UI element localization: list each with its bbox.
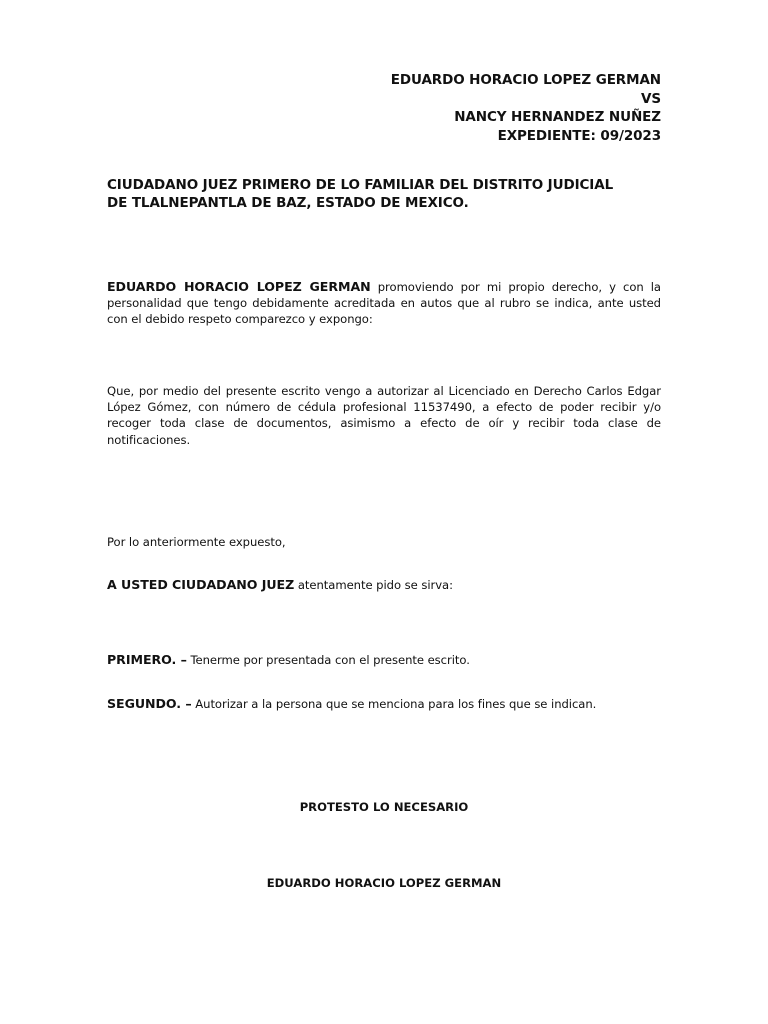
second-point-text: Autorizar a la persona que se menciona para los fines que se indican.	[191, 697, 597, 711]
case-caption	[391, 71, 661, 145]
first-point	[107, 652, 661, 668]
promoter-name: EDUARDO HORACIO LOPEZ GERMAN	[107, 279, 371, 294]
expuesto-line: Por lo anteriormente expuesto,	[107, 535, 286, 549]
versus-label: VS	[641, 90, 661, 107]
petition-text: atentamente pido se sirva:	[294, 578, 453, 592]
second-point-lead: SEGUNDO. –	[107, 696, 192, 711]
addressee-line-1: CIUDADANO JUEZ PRIMERO DE LO FAMILIAR DEL DISTRITO JUDICIAL	[107, 177, 614, 193]
signature-name: EDUARDO HORACIO LOPEZ GERMAN	[266, 876, 502, 890]
closing-statement: PROTESTO LO NECESARIO	[299, 800, 469, 814]
addressee-block	[107, 176, 667, 212]
first-point-lead: PRIMERO. –	[107, 652, 187, 667]
addressee-line-2: DE TLALNEPANTLA DE BAZ, ESTADO DE MEXICO.	[107, 195, 469, 211]
authorization-paragraph: Que, por medio del presente escrito vengo a autorizar al Licenciado en Derecho Carlos Edgar López Gómez, con número de cédula profesional 11537490, a efecto de poder recibir y/o recoger toda clase de documentos, asimismo a efecto de oír y recibir toda clase de notificaciones.	[107, 384, 661, 447]
petition-lead: A USTED CIUDADANO JUEZ	[107, 577, 295, 592]
second-point	[107, 696, 661, 712]
defendant-name: NANCY HERNANDEZ NUÑEZ	[454, 109, 661, 125]
first-point-text: Tenerme por presentada con el presente escrito.	[186, 653, 470, 667]
petition-line	[107, 577, 661, 593]
intro-paragraph	[107, 279, 661, 328]
plaintiff-name: EDUARDO HORACIO LOPEZ GERMAN	[390, 72, 661, 88]
case-number: EXPEDIENTE: 09/2023	[497, 127, 661, 144]
intro-text: promoviendo por mi propio derecho, y con la personalidad que tengo debidamente acreditada en autos que al rubro se indica, ante usted con el debido respeto comparezco y expongo:	[107, 280, 661, 327]
